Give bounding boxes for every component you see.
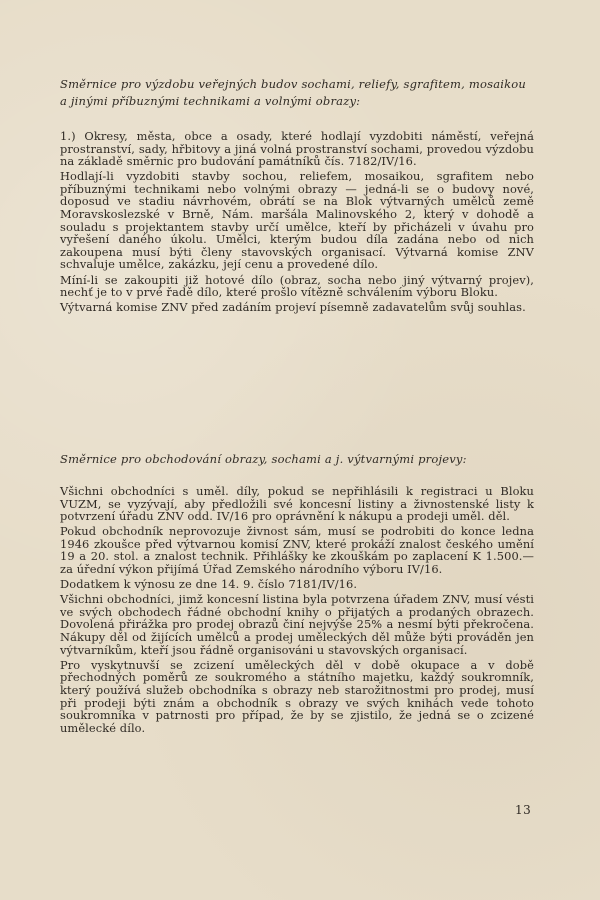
paragraph: Míní-li se zakoupiti již hotové dílo (obraz, socha nebo jiný výtvarný projev), nechť je to v prvé řadě dílo, které prošlo vítězně schválením výboru Bloku.	[60, 272, 534, 300]
section-public-buildings-decoration	[60, 76, 534, 316]
section-heading: Směrnice pro výzdobu veřejných budov sochami, reliefy, sgrafitem, mosaikou a jinými příbuznými technikami a volnými obrazy:	[60, 77, 527, 108]
section-art-trading	[60, 451, 534, 737]
paragraph: Hodlají-li vyzdobiti stavby sochou, reliefem, mosaikou, sgrafitem nebo příbuznými technikami nebo volnými obrazy — jedná-li se o budovy nové, doposud ve stadiu návrhovém, obrátí se na Blok výtvarných umělců země Moravskoslezské v Brně, Nám. maršála Malinovského 2, který v dohodě a souladu s projektantem stavby určí umělce, kteří by přicházeli v úvahu pro vyřešení daného úkolu. Umělci, kterým budou díla zadána nebo od nich zakoupena musí býti členy stavovských organisací. Výtvarná komise ZNV schvaluje umělce, zakázku, její cenu a provedené dílo.	[60, 169, 534, 272]
paragraph: Dodatkem k výnosu ze dne 14. 9. číslo 7181/IV/16.	[60, 577, 358, 592]
paragraph: 1.) Okresy, města, obce a osady, které hodlají vyzdobiti náměstí, veřejná prostranství, sady, hřbitovy a jiná volná prostranství sochami, provedou výzdobu na základě směrnic pro budování památníků čís. 7182/IV/16.	[60, 129, 534, 169]
paragraph: Výtvarná komise ZNV před zadáním projeví písemně zadavatelům svůj souhlas.	[60, 300, 526, 315]
paragraph: Všichni obchodníci s uměl. díly, pokud se nepřihlásili k registraci u Bloku VUZM, se vyzývají, aby předložili své koncesní listiny a živnostenské listy k potvrzení úřadu ZNV odd. IV/16 pro oprávnění k nákupu a prodeji uměl. děl.	[60, 484, 534, 524]
paragraph: Všichni obchodníci, jimž koncesní listina byla potvrzena úřadem ZNV, musí vésti ve svých obchodech řádné obchodní knihy o přijatých a prodaných obrazech. Dovolená přirážka pro prodej obrazů činí nejvýše 25% a nesmí býti překročena. Nákupy děl od žijících umělců a prodej uměleckých děl může býti prováděn jen výtvarníkům, kteří jsou řádně organisováni u stavovských organisací.	[60, 592, 534, 657]
paragraph: Pro vyskytnuvší se zcizení uměleckých děl v době okupace a v době přechodných poměrů ze soukromého a státního majetku, každý soukromník, který používá služeb obchodníka s obrazy neb starožitnostmi pro prodej, musí při prodeji býti znám a obchodník s obrazy ve svých knihách vede tohoto soukromníka v patrnosti pro případ, že by se zjistilo, že jedná se o zcizené umělecké dílo.	[60, 657, 534, 735]
page-number: 13	[515, 803, 532, 817]
paragraph: Pokud obchodník neprovozuje živnost sám, musí se podrobiti do konce ledna 1946 zkoušce před výtvarnou komisí ZNV, které prokáží znalost českého umění 19 a 20. stol. a znalost technik. Přihlášky ke zkouškám po zaplacení K 1.500.— za úřední výkon přijímá Úřad Zemského národního výboru IV/16.	[60, 524, 534, 577]
section-heading: Směrnice pro obchodování obrazy, sochami a j. výtvarnými projevy:	[60, 452, 467, 466]
